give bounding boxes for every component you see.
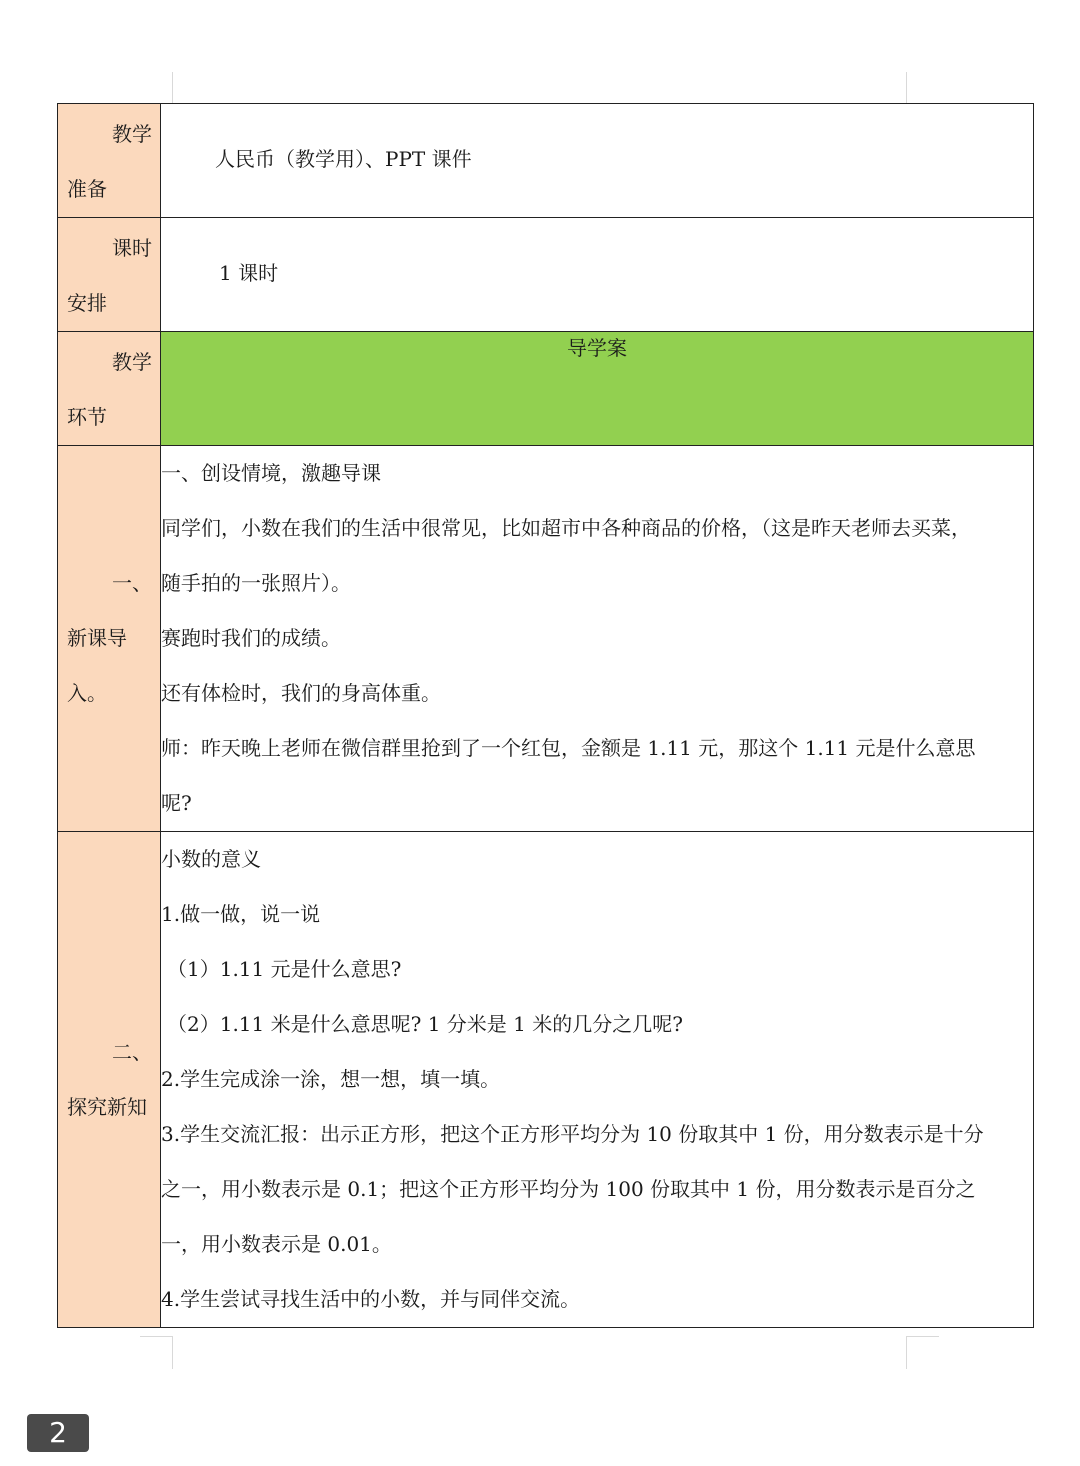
crop-mark-top-left (140, 72, 173, 104)
label-line: 安排 (67, 291, 107, 315)
label-line: 准备 (67, 177, 107, 201)
row-content-explore (161, 832, 1034, 1328)
row-content-preparation (161, 104, 1034, 218)
table-row-explore (58, 832, 1034, 1328)
label-line: 课时 (112, 236, 152, 260)
table-row-teaching-stage (58, 332, 1034, 446)
paragraph: 师：昨天晚上老师在微信群里抢到了一个红包，金额是 1.11 元，那这个 1.11 元是什么意思 (161, 736, 976, 760)
row-label-teaching-stage (58, 332, 161, 446)
paragraph: 随手拍的一张照片）。 (161, 571, 351, 595)
label-line: 二、 (112, 1039, 152, 1064)
label-line: 一、 (112, 571, 152, 595)
paragraph: 呢? (161, 791, 192, 815)
paragraph: 之一，用小数表示是 0.1；把这个正方形平均分为 100 份取其中 1 份，用分数表示是百分之 (161, 1177, 976, 1201)
paragraph: 小数的意义 (161, 847, 261, 871)
paragraph: 4.学生尝试寻找生活中的小数，并与同伴交流。 (161, 1287, 581, 1311)
paragraph: （2）1.11 米是什么意思呢? 1 分米是 1 米的几分之几呢? (167, 1012, 683, 1036)
lesson-plan-table (57, 103, 1034, 1328)
schedule-text: 1 课时 (219, 261, 279, 285)
label-line: 探究新知 (67, 1094, 147, 1119)
crop-mark-bottom-right (906, 1336, 939, 1369)
table-row-preparation (58, 104, 1034, 218)
row-label-schedule (58, 218, 161, 332)
row-content-intro (161, 446, 1034, 832)
crop-mark-bottom-left (140, 1336, 173, 1369)
paragraph: 同学们，小数在我们的生活中很常见，比如超市中各种商品的价格，（这是昨天老师去买菜， (161, 516, 971, 540)
paragraph: 2.学生完成涂一涂，想一想，填一填。 (161, 1067, 501, 1091)
paragraph: 一、创设情境，激趣导课 (161, 461, 381, 485)
table-row-intro (58, 446, 1034, 832)
label-line: 新课导 (67, 626, 127, 650)
paragraph: 还有体检时，我们的身高体重。 (161, 681, 441, 705)
label-line: 环节 (67, 405, 107, 429)
page-number-badge[interactable]: 2 (27, 1414, 89, 1452)
row-label-preparation (58, 104, 161, 218)
guided-plan-header: 导学案 (161, 332, 1034, 446)
preparation-text: 人民币（教学用）、PPT 课件 (215, 147, 472, 171)
row-label-intro (58, 446, 161, 832)
paragraph: （1）1.11 元是什么意思? (167, 957, 402, 981)
paragraph: 赛跑时我们的成绩。 (161, 626, 341, 650)
paragraph: 一，用小数表示是 0.01。 (161, 1232, 392, 1256)
crop-mark-top-right (906, 72, 939, 104)
row-content-schedule (161, 218, 1034, 332)
label-line: 教学 (112, 122, 152, 146)
label-line: 教学 (112, 350, 152, 374)
paragraph: 3.学生交流汇报：出示正方形，把这个正方形平均分为 10 份取其中 1 份，用分数表示是十分 (161, 1122, 984, 1146)
paragraph: 1.做一做，说一说 (161, 902, 321, 926)
row-label-explore (58, 832, 161, 1328)
table-row-schedule (58, 218, 1034, 332)
label-line: 入。 (67, 681, 107, 705)
